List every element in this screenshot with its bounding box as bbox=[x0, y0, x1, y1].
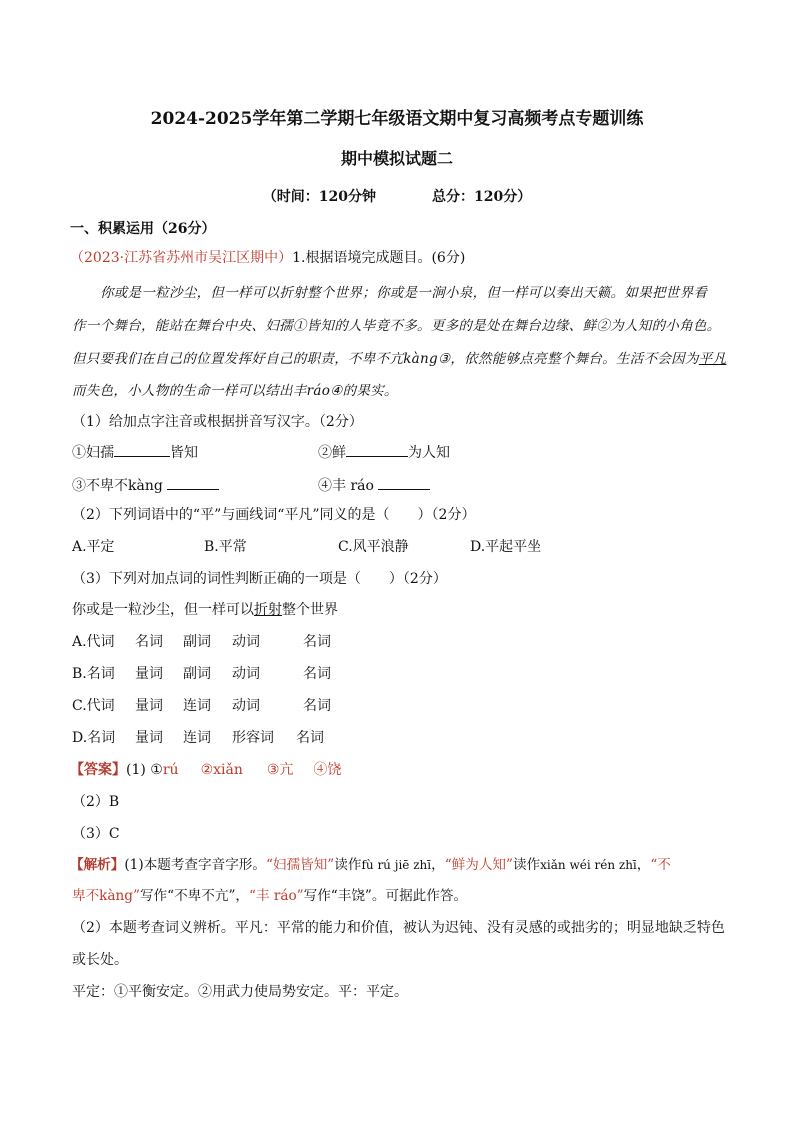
option-label: A.代词 bbox=[72, 634, 115, 650]
sentence-underlined: 折射 bbox=[254, 602, 282, 618]
answer-line: （2）B bbox=[72, 794, 120, 810]
answer-item: ②xiǎn bbox=[200, 762, 243, 778]
fill-item-b bbox=[318, 442, 450, 463]
option-word: 副词 bbox=[183, 634, 211, 650]
answer-item: ③亢 bbox=[266, 762, 294, 778]
analysis-quote: “丰 ráo” bbox=[249, 888, 304, 904]
answer-line: （3）C bbox=[72, 826, 120, 842]
exam-time: （时间：120分钟 bbox=[262, 189, 376, 205]
fill-item-d bbox=[318, 475, 430, 496]
option-word: 动词 bbox=[232, 634, 260, 650]
document-subtitle: 期中模拟试题二 bbox=[340, 149, 453, 168]
analysis-quote: “不 bbox=[650, 857, 671, 873]
passage-line bbox=[72, 349, 726, 369]
passage-line: 作一个舞台，能站在舞台中央、妇孺①皆知的人毕竟不多。更多的是处在舞台边缘、鲜②为人知的小角色。 bbox=[72, 318, 721, 334]
answer-blank[interactable] bbox=[346, 442, 408, 457]
fill-item-suffix: 皆知 bbox=[170, 445, 198, 461]
answer-item: rú bbox=[162, 762, 179, 778]
option-word: 名词 bbox=[303, 698, 331, 714]
option-word: 连词 bbox=[183, 730, 211, 746]
question-source: （2023·江苏省苏州市吴江区期中） bbox=[70, 250, 293, 266]
answer-blank[interactable] bbox=[114, 442, 170, 457]
sentence-text: 你或是一粒沙尘，但一样可以 bbox=[72, 602, 254, 618]
option-word: 连词 bbox=[183, 698, 211, 714]
answer-line bbox=[70, 760, 341, 780]
subquestion-3-sentence bbox=[72, 600, 338, 620]
subquestion-3-prompt: （3）下列对加点词的词性判断正确的一项是（ ）（2分） bbox=[72, 571, 447, 587]
analysis-quote: “妇孺皆知” bbox=[265, 857, 335, 873]
option-b: B.平常 bbox=[204, 539, 247, 555]
analysis-quote: 卑不kàng” bbox=[72, 888, 140, 904]
option-c: C.风平浪静 bbox=[338, 539, 409, 555]
fill-item-label: ④丰 ráo bbox=[318, 478, 374, 494]
analysis-pinyin: xiǎn wéi rén zhī bbox=[540, 858, 637, 872]
answer-item: ④饶 bbox=[313, 762, 342, 778]
fill-item-a bbox=[72, 442, 198, 463]
option-word: 名词 bbox=[296, 730, 324, 746]
answer-tag: 【答案】 bbox=[70, 762, 126, 778]
passage-underlined-word: 平凡 bbox=[698, 351, 727, 367]
option-word: 名词 bbox=[303, 634, 331, 650]
question-stem: 1.根据语境完成题目。(6分) bbox=[292, 250, 466, 266]
section-heading: 一、积累运用（26分） bbox=[70, 221, 216, 237]
fill-item-suffix: 为人知 bbox=[408, 445, 450, 461]
answer-blank[interactable] bbox=[378, 475, 430, 490]
analysis-quote: “鲜为人知” bbox=[444, 857, 513, 873]
answer-blank[interactable] bbox=[167, 475, 219, 490]
option-word: 量词 bbox=[135, 730, 163, 746]
analysis-text: ， bbox=[431, 857, 445, 873]
question-1-header bbox=[70, 248, 465, 268]
fill-item-label: ②鲜 bbox=[318, 445, 346, 461]
analysis-line: 或长处。 bbox=[72, 952, 128, 968]
passage-line: 你或是一粒沙尘，但一样可以折射整个世界；你或是一涧小泉，但一样可以奏出天籁。如果把世界看 bbox=[100, 285, 708, 301]
analysis-tag: 【解析】 bbox=[70, 857, 125, 873]
option-word: 动词 bbox=[232, 666, 260, 682]
option-word: 名词 bbox=[303, 666, 331, 682]
analysis-line bbox=[70, 855, 671, 875]
analysis-text: ， bbox=[636, 857, 651, 873]
exam-meta bbox=[0, 186, 794, 206]
exam-total-score: 总分：120分） bbox=[432, 189, 532, 205]
option-word: 名词 bbox=[135, 634, 163, 650]
analysis-text: 读作 bbox=[512, 857, 541, 873]
fill-item-label: ③不卑不kàng bbox=[72, 478, 163, 494]
subquestion-2-prompt: （2）下列词语中的“平”与画线词“平凡”同义的是（ ）（2分） bbox=[72, 507, 476, 523]
analysis-text: 写作“不卑不亢”， bbox=[139, 888, 249, 904]
subquestion-1-prompt: （1）给加点字注音或根据拼音写汉字。（2分） bbox=[72, 414, 363, 430]
option-word: 量词 bbox=[135, 666, 163, 682]
answer-item: (1) ① bbox=[126, 762, 163, 778]
analysis-pinyin: fù rú jiē zhī bbox=[361, 858, 432, 872]
option-label: C.代词 bbox=[72, 698, 115, 714]
fill-item-label: ①妇孺 bbox=[72, 445, 114, 461]
option-label: D.名词 bbox=[72, 730, 116, 746]
passage-text: 但只要我们在自己的位置发挥好自己的职责，不卑不亢kàng③，依然能够点亮整个舞台。生活不会因为 bbox=[72, 351, 699, 367]
option-d: D.平起平坐 bbox=[470, 539, 542, 555]
analysis-line bbox=[72, 886, 467, 906]
passage-line: 而失色，小人物的生命一样可以结出丰ráo④的果实。 bbox=[72, 383, 398, 399]
fill-item-c bbox=[72, 475, 219, 496]
option-word: 量词 bbox=[135, 698, 163, 714]
document-title: 2024-2025学年第二学期七年级语文期中复习高频考点专题训练 bbox=[150, 109, 644, 129]
option-label: B.名词 bbox=[72, 666, 115, 682]
sentence-text: 整个世界 bbox=[282, 602, 338, 618]
analysis-text: (1)本题考查字音字形。 bbox=[124, 857, 266, 873]
option-word: 动词 bbox=[232, 698, 260, 714]
option-word: 形容词 bbox=[232, 730, 274, 746]
option-word: 副词 bbox=[183, 666, 211, 682]
option-a: A.平定 bbox=[72, 539, 115, 555]
analysis-text: 读作 bbox=[334, 857, 362, 873]
analysis-line: （2）本题考查词义辨析。平凡：平常的能力和价值，被认为迟钝、没有灵感的或拙劣的；明显地缺乏特色 bbox=[72, 920, 725, 936]
analysis-line: 平定：①平衡安定。②用武力使局势安定。平：平定。 bbox=[72, 984, 408, 1000]
analysis-text: 写作“丰饶”。可据此作答。 bbox=[303, 888, 468, 904]
